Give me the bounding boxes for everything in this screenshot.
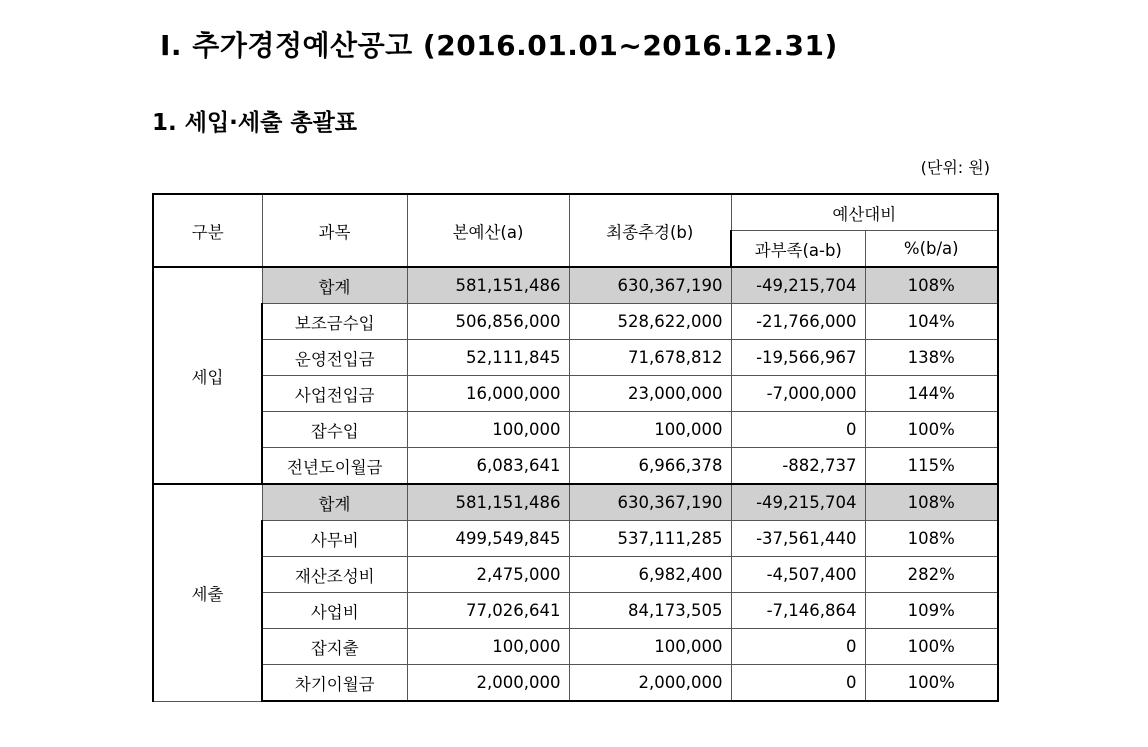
row-pct: 100% (865, 412, 998, 448)
table-row (153, 557, 998, 593)
row-final: 84,173,505 (569, 593, 731, 629)
row-pct: 104% (865, 304, 998, 340)
header-comparison: 예산대비 (731, 194, 998, 231)
row-pct: 138% (865, 340, 998, 376)
row-item: 합계 (262, 267, 407, 304)
row-pct: 109% (865, 593, 998, 629)
row-final: 100,000 (569, 412, 731, 448)
row-original: 100,000 (407, 412, 569, 448)
header-ratio: %(b/a) (865, 231, 998, 268)
row-pct: 100% (865, 665, 998, 702)
row-original: 2,000,000 (407, 665, 569, 702)
row-original: 499,549,845 (407, 521, 569, 557)
row-pct: 115% (865, 448, 998, 485)
row-final: 71,678,812 (569, 340, 731, 376)
table-row (153, 593, 998, 629)
row-pct: 108% (865, 521, 998, 557)
row-original: 100,000 (407, 629, 569, 665)
row-diff: -7,000,000 (731, 376, 865, 412)
header-category: 구분 (153, 194, 262, 267)
row-original: 581,151,486 (407, 484, 569, 521)
row-item: 사업비 (262, 593, 407, 629)
row-diff: -4,507,400 (731, 557, 865, 593)
header-surplus-deficit: 과부족(a-b) (731, 231, 865, 268)
row-pct: 144% (865, 376, 998, 412)
table-row (153, 448, 998, 485)
table-row (153, 484, 998, 521)
budget-summary-table (152, 193, 999, 702)
row-final: 100,000 (569, 629, 731, 665)
header-original-budget: 본예산(a) (407, 194, 569, 267)
row-diff: -37,561,440 (731, 521, 865, 557)
row-diff: -49,215,704 (731, 267, 865, 304)
row-item: 보조금수입 (262, 304, 407, 340)
row-diff: -882,737 (731, 448, 865, 485)
row-final: 6,966,378 (569, 448, 731, 485)
row-item: 차기이월금 (262, 665, 407, 702)
table-row (153, 340, 998, 376)
row-diff: -21,766,000 (731, 304, 865, 340)
row-pct: 108% (865, 267, 998, 304)
group-label-revenue: 세입 (153, 267, 262, 484)
row-item: 운영전입금 (262, 340, 407, 376)
header-final-budget: 최종추경(b) (569, 194, 731, 267)
row-original: 6,083,641 (407, 448, 569, 485)
table-row (153, 629, 998, 665)
page-title: Ⅰ. 추가경정예산공고 (2016.01.01~2016.12.31) (160, 29, 838, 62)
row-original: 16,000,000 (407, 376, 569, 412)
table-row (153, 376, 998, 412)
row-original: 52,111,845 (407, 340, 569, 376)
row-diff: 0 (731, 629, 865, 665)
row-diff: 0 (731, 665, 865, 702)
row-item: 잡지출 (262, 629, 407, 665)
row-diff: 0 (731, 412, 865, 448)
row-original: 506,856,000 (407, 304, 569, 340)
header-item: 과목 (262, 194, 407, 267)
row-final: 630,367,190 (569, 484, 731, 521)
unit-note: (단위: 원) (920, 158, 990, 177)
row-final: 6,982,400 (569, 557, 731, 593)
row-final: 528,622,000 (569, 304, 731, 340)
row-final: 630,367,190 (569, 267, 731, 304)
table-row (153, 267, 998, 304)
table-row (153, 665, 998, 702)
table-row (153, 521, 998, 557)
row-original: 581,151,486 (407, 267, 569, 304)
row-original: 2,475,000 (407, 557, 569, 593)
row-diff: -19,566,967 (731, 340, 865, 376)
table-row (153, 412, 998, 448)
row-item: 재산조성비 (262, 557, 407, 593)
row-diff: -49,215,704 (731, 484, 865, 521)
row-pct: 108% (865, 484, 998, 521)
row-item: 전년도이월금 (262, 448, 407, 485)
section-title: 1. 세입·세출 총괄표 (152, 110, 358, 136)
row-item: 사업전입금 (262, 376, 407, 412)
row-item: 잡수입 (262, 412, 407, 448)
row-original: 77,026,641 (407, 593, 569, 629)
row-item: 합계 (262, 484, 407, 521)
row-pct: 100% (865, 629, 998, 665)
row-final: 537,111,285 (569, 521, 731, 557)
row-item: 사무비 (262, 521, 407, 557)
row-final: 2,000,000 (569, 665, 731, 702)
row-final: 23,000,000 (569, 376, 731, 412)
table-row (153, 304, 998, 340)
row-diff: -7,146,864 (731, 593, 865, 629)
row-pct: 282% (865, 557, 998, 593)
group-label-expenditure: 세출 (153, 484, 262, 701)
